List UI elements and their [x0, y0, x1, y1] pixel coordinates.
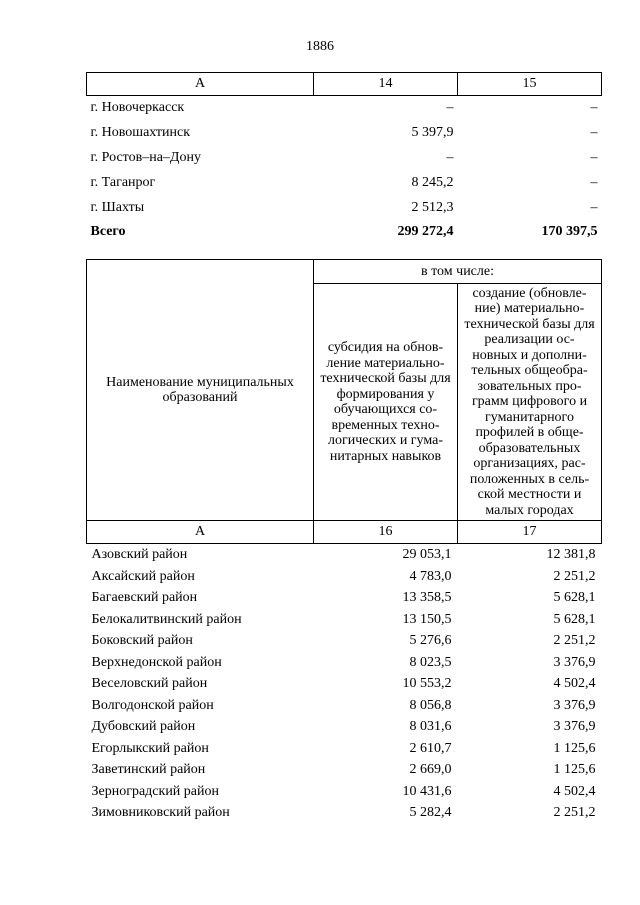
row-value: 170 397,5: [541, 224, 598, 240]
table-row: [87, 781, 602, 803]
row-value: 2 251,2: [553, 805, 596, 821]
row-value: –: [590, 100, 598, 116]
row-value: –: [446, 100, 454, 116]
row-name: Дубовский район: [91, 719, 196, 735]
table-row: [87, 170, 602, 195]
col-name-header: Наименование муниципальных образований: [87, 260, 314, 521]
row-value: –: [590, 149, 598, 165]
row-value: 4 502,4: [553, 783, 596, 799]
row-value: –: [590, 125, 598, 141]
row-value: 13 358,5: [402, 590, 452, 606]
row-name: Аксайский район: [91, 568, 195, 584]
table-row: [87, 609, 602, 631]
row-name: Зимовниковский район: [91, 805, 230, 821]
row-name: Белокалитвинский район: [91, 611, 242, 627]
table-main: [86, 259, 602, 824]
row-name: Азовский район: [91, 547, 188, 563]
row-name: Веселовский район: [91, 676, 208, 692]
table-row: [87, 673, 602, 695]
row-value: 10 431,6: [402, 783, 452, 799]
table-row: [87, 146, 602, 171]
table-row: [87, 738, 602, 760]
row-value: 8 031,6: [409, 719, 452, 735]
row-value: 3 376,9: [553, 697, 596, 713]
row-name: г. Шахты: [90, 199, 145, 215]
row-value: 2 512,3: [411, 199, 454, 215]
row-name: Багаевский район: [91, 590, 198, 606]
table-row: [87, 716, 602, 738]
row-name: г. Новочеркасск: [90, 100, 185, 116]
row-value: 2 610,7: [409, 740, 452, 756]
row-name: Егорлыкский район: [91, 740, 209, 756]
row-value: 2 251,2: [553, 633, 596, 649]
table-row: [87, 587, 602, 609]
row-value: 5 397,9: [411, 125, 454, 141]
row-value: –: [446, 149, 454, 165]
row-name: г. Ростов–на–Дону: [90, 149, 201, 165]
row-value: 8 245,2: [411, 174, 454, 190]
header-cell: А: [87, 73, 314, 96]
index-cell: А: [87, 521, 314, 544]
row-name: Боковский район: [91, 633, 193, 649]
table-row: [87, 652, 602, 674]
row-name: г. Таганрог: [90, 174, 156, 190]
row-value: 8 056,8: [409, 697, 452, 713]
row-name: Заветинский район: [91, 762, 206, 778]
table-row: [87, 544, 602, 566]
row-value: 12 381,8: [546, 547, 596, 563]
table-row: [87, 566, 602, 588]
table-main-body: [87, 544, 602, 824]
row-value: 299 272,4: [397, 224, 454, 240]
index-cell: 17: [458, 521, 602, 544]
row-value: 29 053,1: [402, 547, 452, 563]
table-top: [86, 72, 602, 245]
table-row: [87, 802, 602, 824]
row-name: Верхнедонской район: [91, 654, 222, 670]
row-value: 2 669,0: [409, 762, 452, 778]
col17-header: создание (обновле-ние) материально-технической базы для реализации ос-новных и дополни-тельных общеобра-зовательных про-грамм цифрового и гуманитарного профилей в обще-образовательных организациях, рас-положенных в сель-ской местности и малых городах: [458, 284, 602, 521]
table-row: [87, 759, 602, 781]
table-row: [87, 96, 602, 121]
row-value: 10 553,2: [402, 676, 452, 692]
table-row: [87, 695, 602, 717]
table-main-header-group: [87, 260, 602, 284]
row-value: 5 276,6: [409, 633, 452, 649]
row-value: 1 125,6: [553, 740, 596, 756]
table-row: [87, 195, 602, 220]
index-cell: 16: [314, 521, 458, 544]
table-row: [87, 121, 602, 146]
col16-header: субсидия на обнов-ление материально-технической базы для формирования у обучающихся со-временных техно-логических и гума-нитарных навыков: [314, 284, 458, 521]
row-value: 5 628,1: [553, 611, 596, 627]
row-name: Всего: [90, 224, 126, 240]
total-row: [87, 220, 602, 245]
page-number: 1886: [306, 39, 334, 54]
row-value: 4 783,0: [409, 568, 452, 584]
row-value: 13 150,5: [402, 611, 452, 627]
index-row: [87, 521, 602, 544]
table-row: [87, 630, 602, 652]
row-value: 5 282,4: [409, 805, 452, 821]
table-top-header: [87, 73, 602, 96]
row-value: 5 628,1: [553, 590, 596, 606]
header-cell: 15: [458, 73, 602, 96]
row-name: г. Новошахтинск: [90, 125, 191, 141]
row-value: 3 376,9: [553, 719, 596, 735]
group-header: в том числе:: [314, 260, 602, 284]
row-name: Зерноградский район: [91, 783, 219, 799]
row-value: 1 125,6: [553, 762, 596, 778]
row-value: –: [590, 199, 598, 215]
row-value: 3 376,9: [553, 654, 596, 670]
row-name: Волгодонской район: [91, 697, 214, 713]
header-cell: 14: [314, 73, 458, 96]
row-value: 2 251,2: [553, 568, 596, 584]
row-value: –: [590, 174, 598, 190]
row-value: 4 502,4: [553, 676, 596, 692]
row-value: 8 023,5: [409, 654, 452, 670]
